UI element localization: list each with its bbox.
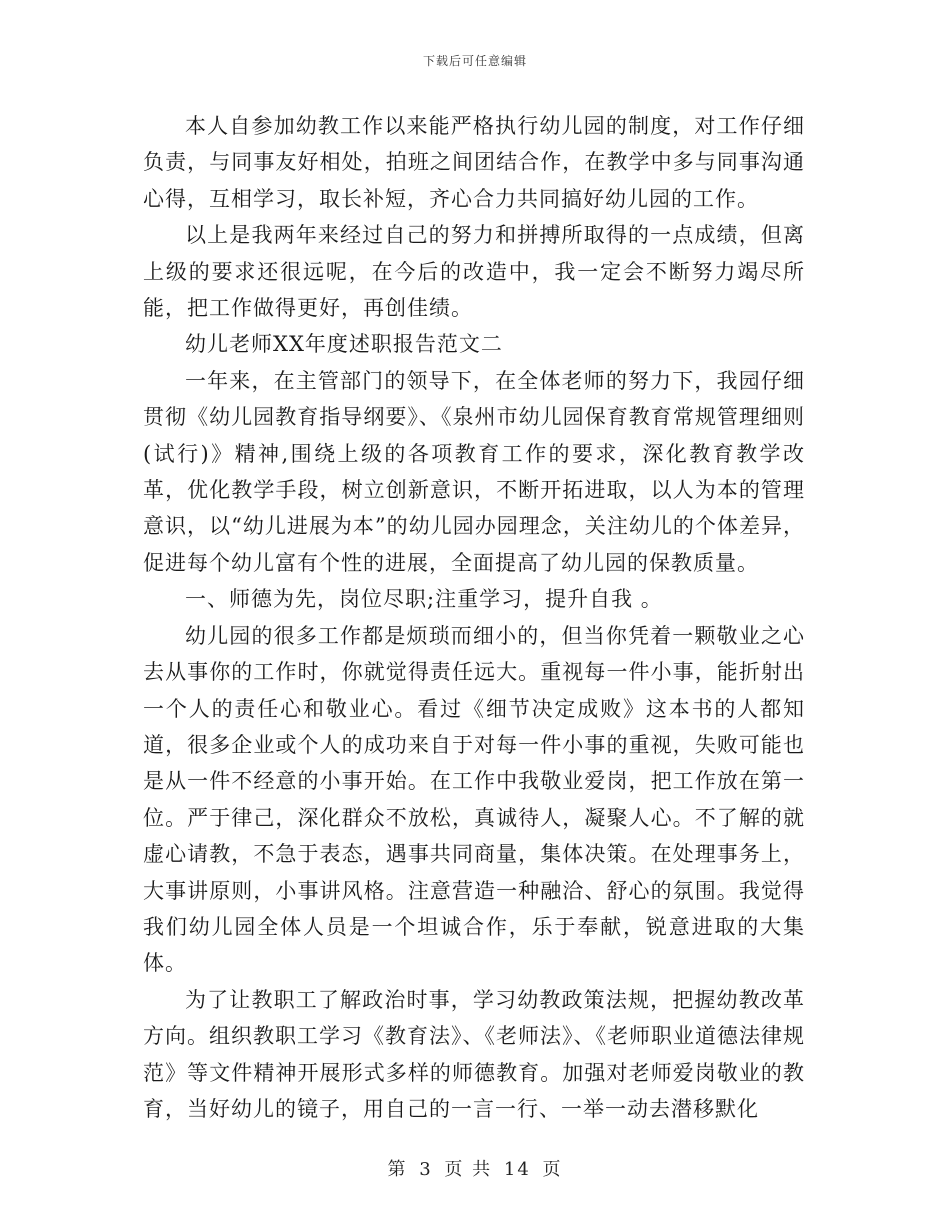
paragraph: 一年来，在主管部门的领导下，在全体老师的努力下，我园仔细贯彻《幼儿园教育指导纲要》、《泉州市幼儿园保育教育常规管理细则(试行)》精神,围绕上级的各项教育工作的要求，深化教育教学改革，优化教学手段，树立创新意识，不断开拓进取，以人为本的管理意识，以“幼儿进展为本”的幼儿园办园理念，关注幼儿的个体差异，促进每个幼儿富有个性的进展，全面提高了幼儿园的保教质量。: [143, 368, 805, 575]
page-footer: [0, 1155, 950, 1181]
page-header: 下载后可任意编辑: [422, 54, 527, 68]
footer-suffix: 页: [542, 1159, 563, 1180]
paragraph: 幼儿园的很多工作都是烦琐而细小的，但当你凭着一颗敬业之心去从事你的工作时，你就觉得责任远大。重视每一件小事，能折射出一个人的责任心和敬业心。看过《细节决定成败》这本书的人都知道，很多企业或个人的成功来自于对每一件小事的重视，失败可能也是从一件不经意的小事开始。在工作中我敬业爱岗，把工作放在第一位。严于律己，深化群众不放松，真诚待人，凝聚人心。不了解的就虚心请教，不急于表态，遇事共同商量，集体决策。在处理事务上，大事讲原则，小事讲风格。注意营造一种融洽、舒心的氛围。我觉得我们幼儿园全体人员是一个坦诚合作，乐于奉献，锐意进取的大集体。: [143, 623, 805, 976]
document-body: [143, 108, 805, 1127]
section-heading: 一、师德为先，岗位尽职;注重学习，提升自我 。: [185, 587, 663, 612]
footer-prefix: 第: [387, 1159, 408, 1180]
total-pages-number: 14: [503, 1159, 531, 1180]
paragraph: 本人自参加幼教工作以来能严格执行幼儿园的制度，对工作仔细负责，与同事友好相处，拍班之间团结合作，在教学中多与同事沟通心得，互相学习，取长补短，齐心合力共同搞好幼儿园的工作。: [143, 114, 805, 211]
paragraph: 为了让教职工了解政治时事，学习幼教政策法规，把握幼教改革方向。组织教职工学习《教育法》、《老师法》、《老师职业道德法律规范》等文件精神开展形式多样的师德教育。加强对老师爱岗敬业的教育，当好幼儿的镜子，用自己的一言一行、一举一动去潜移默化: [143, 987, 805, 1121]
section-heading: 幼儿老师XX年度述职报告范文二: [185, 332, 503, 357]
footer-middle: 页 共: [444, 1159, 493, 1180]
current-page-number: 3: [419, 1159, 433, 1180]
paragraph: 以上是我两年来经过自己的努力和拼搏所取得的一点成绩，但离上级的要求还很远呢，在今后的改造中，我一定会不断努力竭尽所能，把工作做得更好，再创佳绩。: [143, 223, 805, 321]
